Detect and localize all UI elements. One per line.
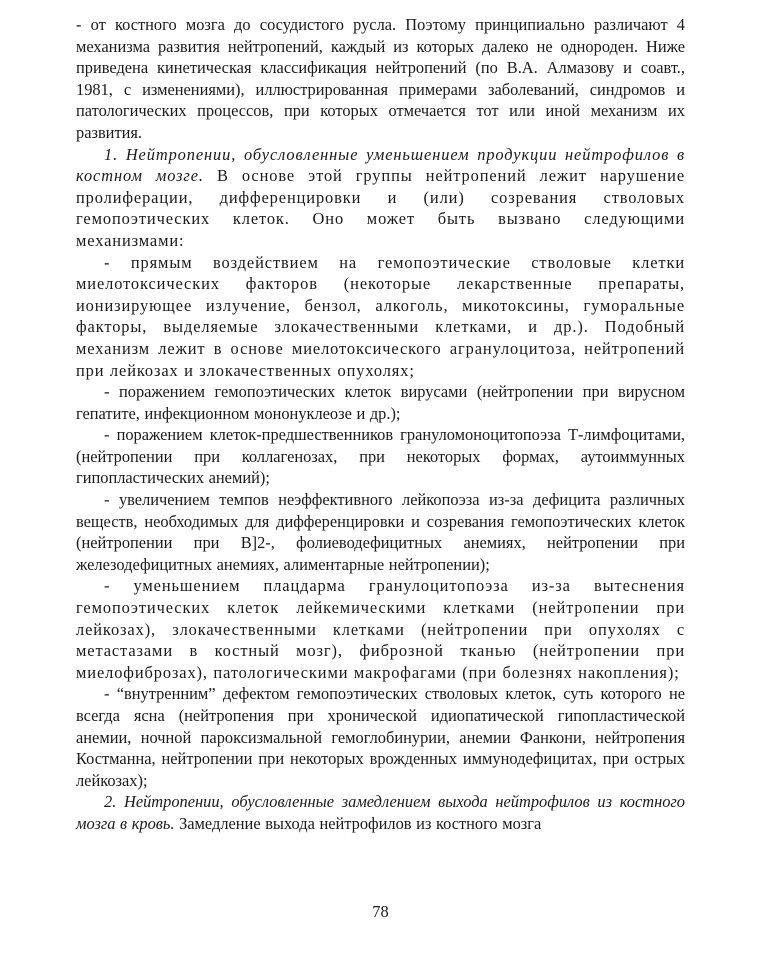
list-item-viral: - поражением гемопоэтических клеток вирусами (нейтропении при вирусном гепатите, инфекционном мононуклеозе и др.); — [76, 382, 685, 423]
list-item-t-lymphocytes: - поражением клеток-предшественников грануломоноцитопоэза Т-лимфоцитами, (нейтропении при коллагенозах, при некоторых формах, аутоиммунных гипопластических анемий); — [76, 425, 685, 488]
section-1-heading: 1. Нейтропении, обусловленные уменьшением продукции нейтрофилов в костном мозге. — [76, 144, 685, 186]
section-2-text: Замедление выхода нейтрофилов из костного мозга — [174, 813, 542, 833]
paragraph-section-2 — [76, 791, 685, 834]
paragraph-intro: - от костного мозга до сосудистого русла. Поэтому принципиально различают 4 механизма развития нейтропений, каждый из которых далеко не однороден. Ниже приведена кинетическая классификация нейтропений (по В.А. Алмазову и соавт., 1981, с изменениями), иллюстрированная примерами заболеваний, синдромов и патологических процессов, при которых отмечается тот или иной механизм их развития. — [76, 15, 685, 142]
list-item-internal-defect: - “внутренним” дефектом гемопоэтических стволовых клеток, суть которого не всегда ясна (нейтропения при хронической идиопатической гипопластической анемии, ночной пароксизмальной гемоглобинурии, анемии Фанкони, нейтропения Костманна, нейтропении при некоторых врожденных иммунодефицитах, при острых лейкозах); — [76, 684, 685, 790]
page-number: 78 — [372, 902, 389, 921]
section-1-text: В основе этой группы нейтропений лежит нарушение пролиферации, дифференцировки и (или) созревания стволовых гемопоэтических клеток. Оно может быть вызвано следующими механизмами: — [76, 166, 685, 250]
section-2-heading: 2. Нейтропении, обусловленные замедлением выхода нейтрофилов из костного мозга в кровь. — [76, 792, 685, 833]
list-item-myelotoxic: - прямым воздействием на гемопоэтические стволовые клетки миелотоксических факторов (некоторые лекарственные препараты, ионизирующее излучение, бензол, алкоголь, микотоксины, гуморальные факторы, выделяемые злокачественными клетками, и др.). Подобный механизм лежит в основе миелотоксического агранулоцитоза, нейтропений при лейкозах и злокачественных опухолях; — [76, 252, 685, 380]
list-item-bridgehead-reduction: - уменьшением плацдарма гранулоцитопоэза из-за вытеснения гемопоэтических клеток лейкемическими клетками (нейтропении при лейкозах), злокачественными клетками (нейтропении при опухолях с метастазами в костный мозг), фиброзной тканью (нейтропении при миелофиброзах), патологическими макрофагами (при болезнях накопления); — [76, 576, 685, 682]
list-item-ineffective-leukopoiesis: - увеличением темпов неэффективного лейкопоэза из-за дефицита различных веществ, необходимых для дифференцировки и созревания гемопоэтических клеток (нейтропении при В]2-, фолиеводефицитных анемиях, нейтропении при железодефицитных анемиях, алиментарные нейтропении); — [76, 490, 685, 574]
paragraph-section-1 — [76, 144, 685, 252]
